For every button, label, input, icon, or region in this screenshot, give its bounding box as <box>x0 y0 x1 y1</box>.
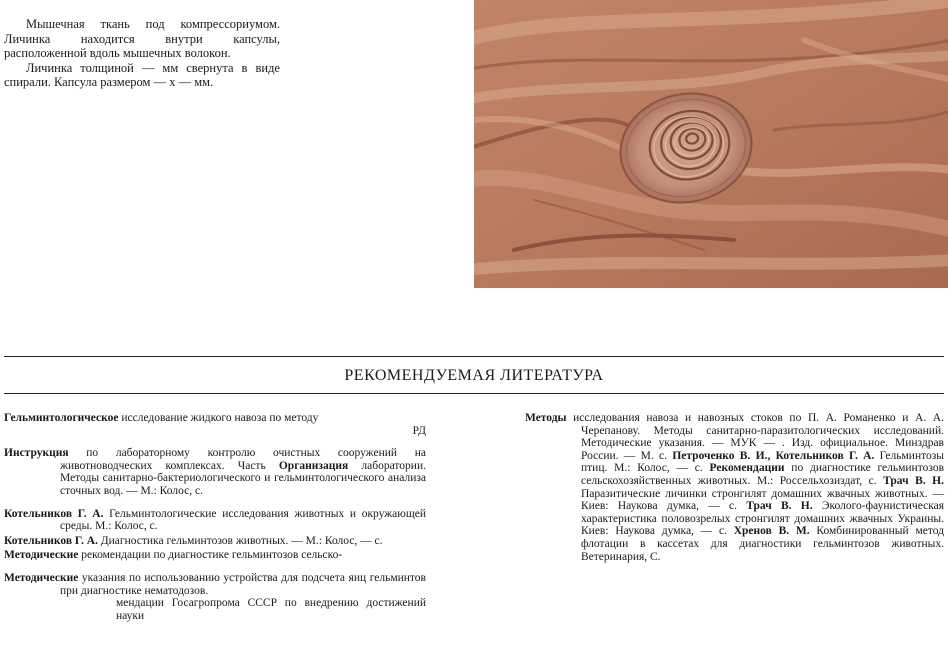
reference-tail: мендации Госагропрома СССР по внедрению достижений науки <box>116 597 426 622</box>
reference-item <box>4 447 426 497</box>
reference-lead: Хренов В. М. <box>733 525 810 538</box>
reference-lead: Инструкция <box>4 447 69 460</box>
larva-in-muscle-image <box>474 0 948 288</box>
reference-text: рекомендации по диагностике гельминтозов сельско- <box>78 549 343 562</box>
section-heading: РЕКОМЕНДУЕМАЯ ЛИТЕРАТУРА <box>344 367 604 384</box>
caption-paragraph-1: Мышечная ткань под компрессориумом. Личинка находится внутри капсулы, расположенной вдоль мышечных волокон. <box>4 17 280 60</box>
reference-lead: Трач В. Н. <box>883 474 944 487</box>
reference-item <box>525 412 944 563</box>
reference-text: лаборатории. Методы санитарно-бактериологического и гельминтологического анализа сточных вод. — М.: Колос, с. <box>60 459 426 497</box>
reference-lead: Методические <box>4 571 79 584</box>
reference-text: указания по использованию устройства для подсчета яиц гельминтов при диагностике нематодозов. <box>60 571 426 597</box>
section-rule-bottom <box>4 393 944 394</box>
reference-text: Комбинированный метод флотации в кассетах для диагностики гельминтозов животных. Ветеринария, С. <box>581 525 944 563</box>
figure-caption <box>4 17 280 90</box>
reference-tail: РД <box>412 424 426 437</box>
reference-item <box>4 412 426 437</box>
reference-item <box>4 535 426 548</box>
reference-lead: Методические <box>4 549 79 562</box>
caption-paragraph-2: Личинка толщиной — мм свернута в виде спирали. Капсула размером — х — мм. <box>4 60 280 89</box>
reference-lead: Гельминтологическое <box>4 412 119 424</box>
reference-text: Диагностика гельминтозов животных. — М.: Колос, — с. <box>97 534 383 547</box>
reference-lead: Котельников Г. А. <box>4 507 104 520</box>
reference-item <box>4 549 426 562</box>
micrograph-photo <box>474 0 948 288</box>
reference-text: Паразитические личинки стронгилят домашних жвачных животных. — Киев: Наукова думка, — с. <box>581 487 944 513</box>
references-left-column <box>4 412 426 632</box>
reference-text: Эколого-фаунистическая характеристика половозрелых стронгилят домашних жвачных Украины. Киев: Наукова думка, — с. <box>581 500 944 538</box>
reference-lead: Котельников Г. А. <box>4 534 98 547</box>
reference-lead: Трач В. Н. <box>746 500 813 513</box>
reference-lead: Методы <box>525 412 567 424</box>
reference-lead: Рекомендации <box>709 462 785 475</box>
reference-text: Гельминтозы птиц. М.: Колос, — с. <box>581 449 945 475</box>
references-right-column <box>525 412 944 573</box>
reference-lead: Организация <box>278 459 349 472</box>
section-rule-top <box>4 356 944 357</box>
reference-text: исследование жидкого навоза по методу <box>118 412 319 424</box>
reference-item <box>4 508 426 533</box>
reference-item <box>4 572 426 622</box>
reference-text: по лабораторному контролю очистных сооружений на животноводческих комплексах. Часть <box>60 447 426 472</box>
reference-text: Гельминтологические исследования животных и окружающей среды. М.: Колос, с. <box>60 507 426 533</box>
reference-text: по диагностике гельминтозов сельскохозяйственных животных. М.: Россельхозиздат, с. <box>581 462 944 487</box>
reference-lead: Петроченко В. И., Котельников Г. А. <box>672 449 875 462</box>
reference-text: исследования навоза и навозных стоков по П. А. Романенко и А. А. Черепанову. Методы санитарно-паразитологических исследований. Методические указания. — МУК — . Изд. официальное. Минздрав России. — М. с. <box>566 412 944 462</box>
